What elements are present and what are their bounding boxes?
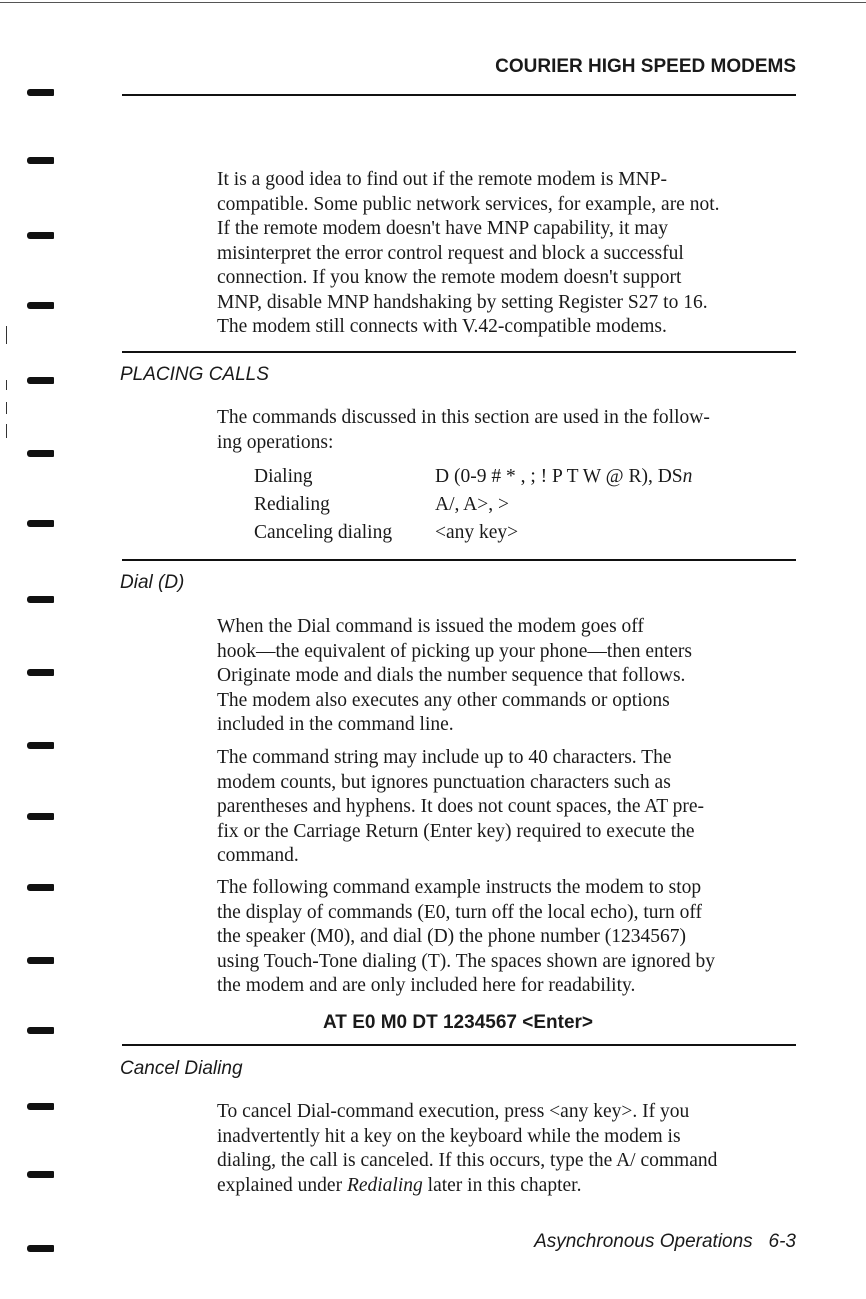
- text-line: ing operations:: [217, 431, 334, 453]
- binder-hole: [27, 157, 54, 164]
- text-line: compatible. Some public network services, for example, are not.: [217, 193, 720, 215]
- running-footer: [300, 1231, 796, 1253]
- operation-name: Canceling dialing: [254, 522, 393, 543]
- binder-hole: [27, 302, 54, 309]
- operation-name: Redialing: [254, 494, 330, 515]
- cancel-paragraph: [217, 1100, 795, 1198]
- binder-hole: [27, 669, 54, 676]
- footer-section: Asynchronous Operations: [534, 1231, 753, 1252]
- dial-paragraph-2: [217, 746, 795, 869]
- text-line: The modem still connects with V.42-compatible modems.: [217, 316, 667, 337]
- operation-command: D (0-9 # * , ; ! P T W @ R), DSn: [435, 466, 693, 487]
- text-line: To cancel Dial-command execution, press <any key>. If you: [217, 1101, 690, 1122]
- text-line: misinterpret the error control request and block a successful: [217, 242, 684, 264]
- command-example: AT E0 M0 DT 1234567 <Enter>: [323, 1012, 593, 1033]
- text-line: the display of commands (E0, turn off the local echo), turn off: [217, 901, 703, 923]
- text-line: inadvertently hit a key on the keyboard while the modem is: [217, 1125, 681, 1147]
- section-heading-placing-calls: PLACING CALLS: [120, 364, 269, 385]
- text-line: If the remote modem doesn't have MNP capability, it may: [217, 218, 668, 239]
- text-line: The commands discussed in this section are used in the follow-: [217, 407, 710, 428]
- text-line: The modem also executes any other commands or options: [217, 689, 670, 711]
- section-rule: [122, 559, 796, 561]
- operation-command: <any key>: [435, 522, 519, 543]
- text-line: fix or the Carriage Return (Enter key) required to execute the: [217, 820, 695, 842]
- text-line: included in the command line.: [217, 714, 454, 735]
- page-number: 6-3: [768, 1231, 796, 1252]
- placing-calls-paragraph: [217, 406, 795, 455]
- scan-mark: [6, 326, 7, 344]
- section-rule: [122, 351, 796, 353]
- binder-hole: [27, 377, 54, 384]
- text-line: using Touch-Tone dialing (T). The spaces shown are ignored by: [217, 950, 716, 972]
- redialing-reference: Redialing: [346, 1174, 423, 1196]
- text-line: parentheses and hyphens. It does not count spaces, the AT pre-: [217, 796, 705, 817]
- binder-hole: [27, 450, 54, 457]
- text-line: The following command example instructs the modem to stop: [217, 877, 702, 898]
- binder-hole: [27, 957, 54, 964]
- text-line: The command string may include up to 40 characters. The: [217, 747, 672, 768]
- binder-hole: [27, 89, 54, 96]
- text-line: It is a good idea to find out if the remote modem is MNP-: [217, 169, 668, 190]
- binder-hole: [27, 813, 54, 820]
- binder-hole: [27, 1027, 54, 1034]
- binder-hole: [27, 1103, 54, 1110]
- text-line: the speaker (M0), and dial (D) the phone number (1234567): [217, 926, 686, 947]
- text-line: explained under Redialing later in this chapter.: [217, 1174, 582, 1196]
- text-line: hook—the equivalent of picking up your phone—then enters: [217, 640, 692, 662]
- binder-hole: [27, 1245, 54, 1252]
- scan-mark: [6, 402, 7, 414]
- binder-hole: [27, 1171, 54, 1178]
- binder-hole: [27, 884, 54, 891]
- text-line: command.: [217, 845, 299, 866]
- binder-hole: [27, 742, 54, 749]
- text-line: Originate mode and dials the number sequence that follows.: [217, 665, 686, 686]
- dial-paragraph-1: [217, 615, 795, 738]
- section-rule: [122, 1044, 796, 1046]
- scan-top-edge: [0, 2, 866, 3]
- intro-paragraph: [217, 168, 795, 340]
- section-heading-cancel-dialing: Cancel Dialing: [120, 1058, 243, 1079]
- dial-paragraph-3: [217, 876, 795, 999]
- section-heading-dial: Dial (D): [120, 572, 185, 593]
- operation-name: Dialing: [254, 466, 313, 487]
- binder-hole: [27, 520, 54, 527]
- text-line: When the Dial command is issued the modem goes off: [217, 616, 644, 637]
- binder-hole: [27, 232, 54, 239]
- scan-mark: [6, 380, 7, 390]
- scan-mark: [6, 424, 7, 438]
- binder-hole: [27, 596, 54, 603]
- operation-command: A/, A>, >: [435, 494, 510, 515]
- text-line: modem counts, but ignores punctuation characters such as: [217, 771, 671, 793]
- text-line: the modem and are only included here for readability.: [217, 975, 636, 996]
- header-rule: [122, 94, 796, 96]
- text-line: dialing, the call is canceled. If this occurs, type the A/ command: [217, 1150, 718, 1171]
- text-line: connection. If you know the remote modem doesn't support: [217, 267, 682, 288]
- running-header: COURIER HIGH SPEED MODEMS: [495, 56, 796, 77]
- text-line: MNP, disable MNP handshaking by setting Register S27 to 16.: [217, 291, 708, 313]
